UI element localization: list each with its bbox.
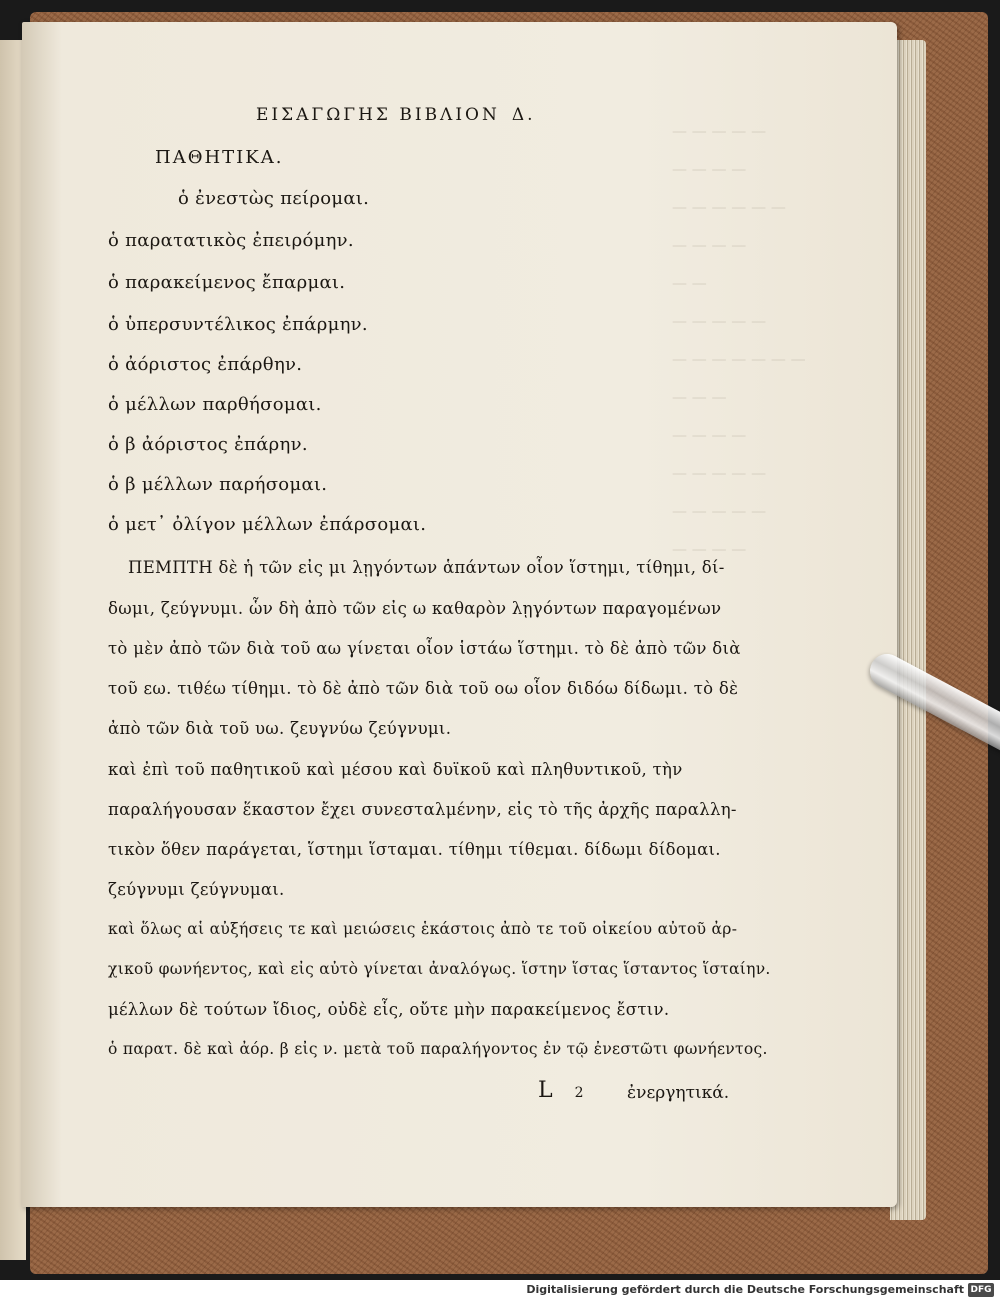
text-line: καὶ ἐπὶ τοῦ παθητικοῦ καὶ μέσου καὶ δυϊκοῦ καὶ πληθυντικοῦ, τὴν (108, 760, 683, 779)
funding-credit: Digitalisierung gefördert durch die Deutsche Forschungsgemeinschaft (526, 1283, 964, 1296)
text-line: ζεύγνυμι ζεύγνυμαι. (108, 880, 285, 899)
text-line: ὁ ἐνεστὼς πείρομαι. (178, 188, 370, 209)
section-title: ΠΑΘΗΤΙΚΑ. (155, 147, 284, 168)
dfg-logo-icon: DFG (968, 1283, 994, 1297)
text-line: τὸ μὲν ἀπὸ τῶν διὰ τοῦ αω γίνεται οἷον ἱστάω ἵστημι. τὸ δὲ ἀπὸ τῶν διὰ (108, 639, 741, 658)
text-line: καὶ ὅλως αἱ αὐξήσεις τε καὶ μειώσεις ἑκάστοις ἀπὸ τε τοῦ οἰκείου αὐτοῦ ἀρ- (108, 920, 738, 938)
text-line: παραλήγουσαν ἕκαστον ἔχει συνεσταλμένην, εἰς τὸ τῆς ἀρχῆς παραλλη- (108, 800, 737, 819)
text-line: ὁ μέλλων παρθήσομαι. (108, 394, 322, 415)
text-line: ὁ παρακείμενος ἔπαρμαι. (108, 272, 346, 293)
text-line: ὁ παρατ. δὲ καὶ ἀόρ. β εἰς ν. μετὰ τοῦ παραλήγοντος ἐν τῷ ἐνεστῶτι φωνήεντος. (108, 1040, 768, 1058)
text-line: ὁ β ἀόριστος ἐπάρην. (108, 434, 308, 455)
running-head (256, 105, 536, 125)
text-line: ὁ παρατατικὸς ἐπειρόμην. (108, 230, 354, 251)
text-line: τικὸν ὅθεν παράγεται, ἵστημι ἵσταμαι. τίθημι τίθεμαι. δίδωμι δίδομαι. (108, 840, 721, 859)
running-head-title: ΕΙΣΑΓΩΓΗΣ ΒΙΒΛΙΟΝ (256, 105, 500, 125)
text-line: ΠΕΜΠΤΗ δὲ ἡ τῶν εἰς μι λῃγόντων ἁπάντων οἷον ἵστημι, τίθημι, δί- (128, 558, 725, 577)
text-line: ὁ β μέλλων παρήσομαι. (108, 474, 328, 495)
running-head-number: Δ. (511, 105, 536, 125)
text-line: ὁ μετ᾽ ὀλίγον μέλλων ἐπάρσομαι. (108, 514, 427, 535)
signature-mark (538, 1078, 584, 1103)
text-line: ὁ ἀόριστος ἐπάρθην. (108, 354, 303, 375)
catchword: ἐνεργητικά. (627, 1083, 730, 1103)
text-line: τοῦ εω. τιθέω τίθημι. τὸ δὲ ἀπὸ τῶν διὰ τοῦ οω οἷον διδόω δίδωμι. τὸ δὲ (108, 679, 739, 698)
text-line: ὁ ὑπερσυντέλικος ἐπάρμην. (108, 314, 368, 335)
text-line: χικοῦ φωνήεντος, καὶ εἰς αὐτὸ γίνεται ἀναλόγως. ἵστην ἵστας ἵσταντος ἵσταίην. (108, 960, 771, 978)
text-line: ἀπὸ τῶν διὰ τοῦ υω. ζευγνύω ζεύγνυμι. (108, 719, 452, 738)
text-line: μέλλων δὲ τούτων ἴδιος, οὐδὲ εἷς, οὔτε μὴν παρακείμενος ἔστιν. (108, 1000, 670, 1019)
signature-letter: L (538, 1078, 553, 1103)
footer-bar (0, 1280, 1000, 1301)
signature-number: 2 (574, 1085, 584, 1101)
bleed-through-text: — — — — — — — — — — — — — — — — — — — — — — — — — — — — — — — — — — — — — — — — — — — — — — — — — — — — — — (672, 122, 806, 558)
text-line: δωμι, ζεύγνυμι. ὧν δὴ ἀπὸ τῶν εἰς ω καθαρὸν λῃγόντων παραγομένων (108, 599, 722, 618)
